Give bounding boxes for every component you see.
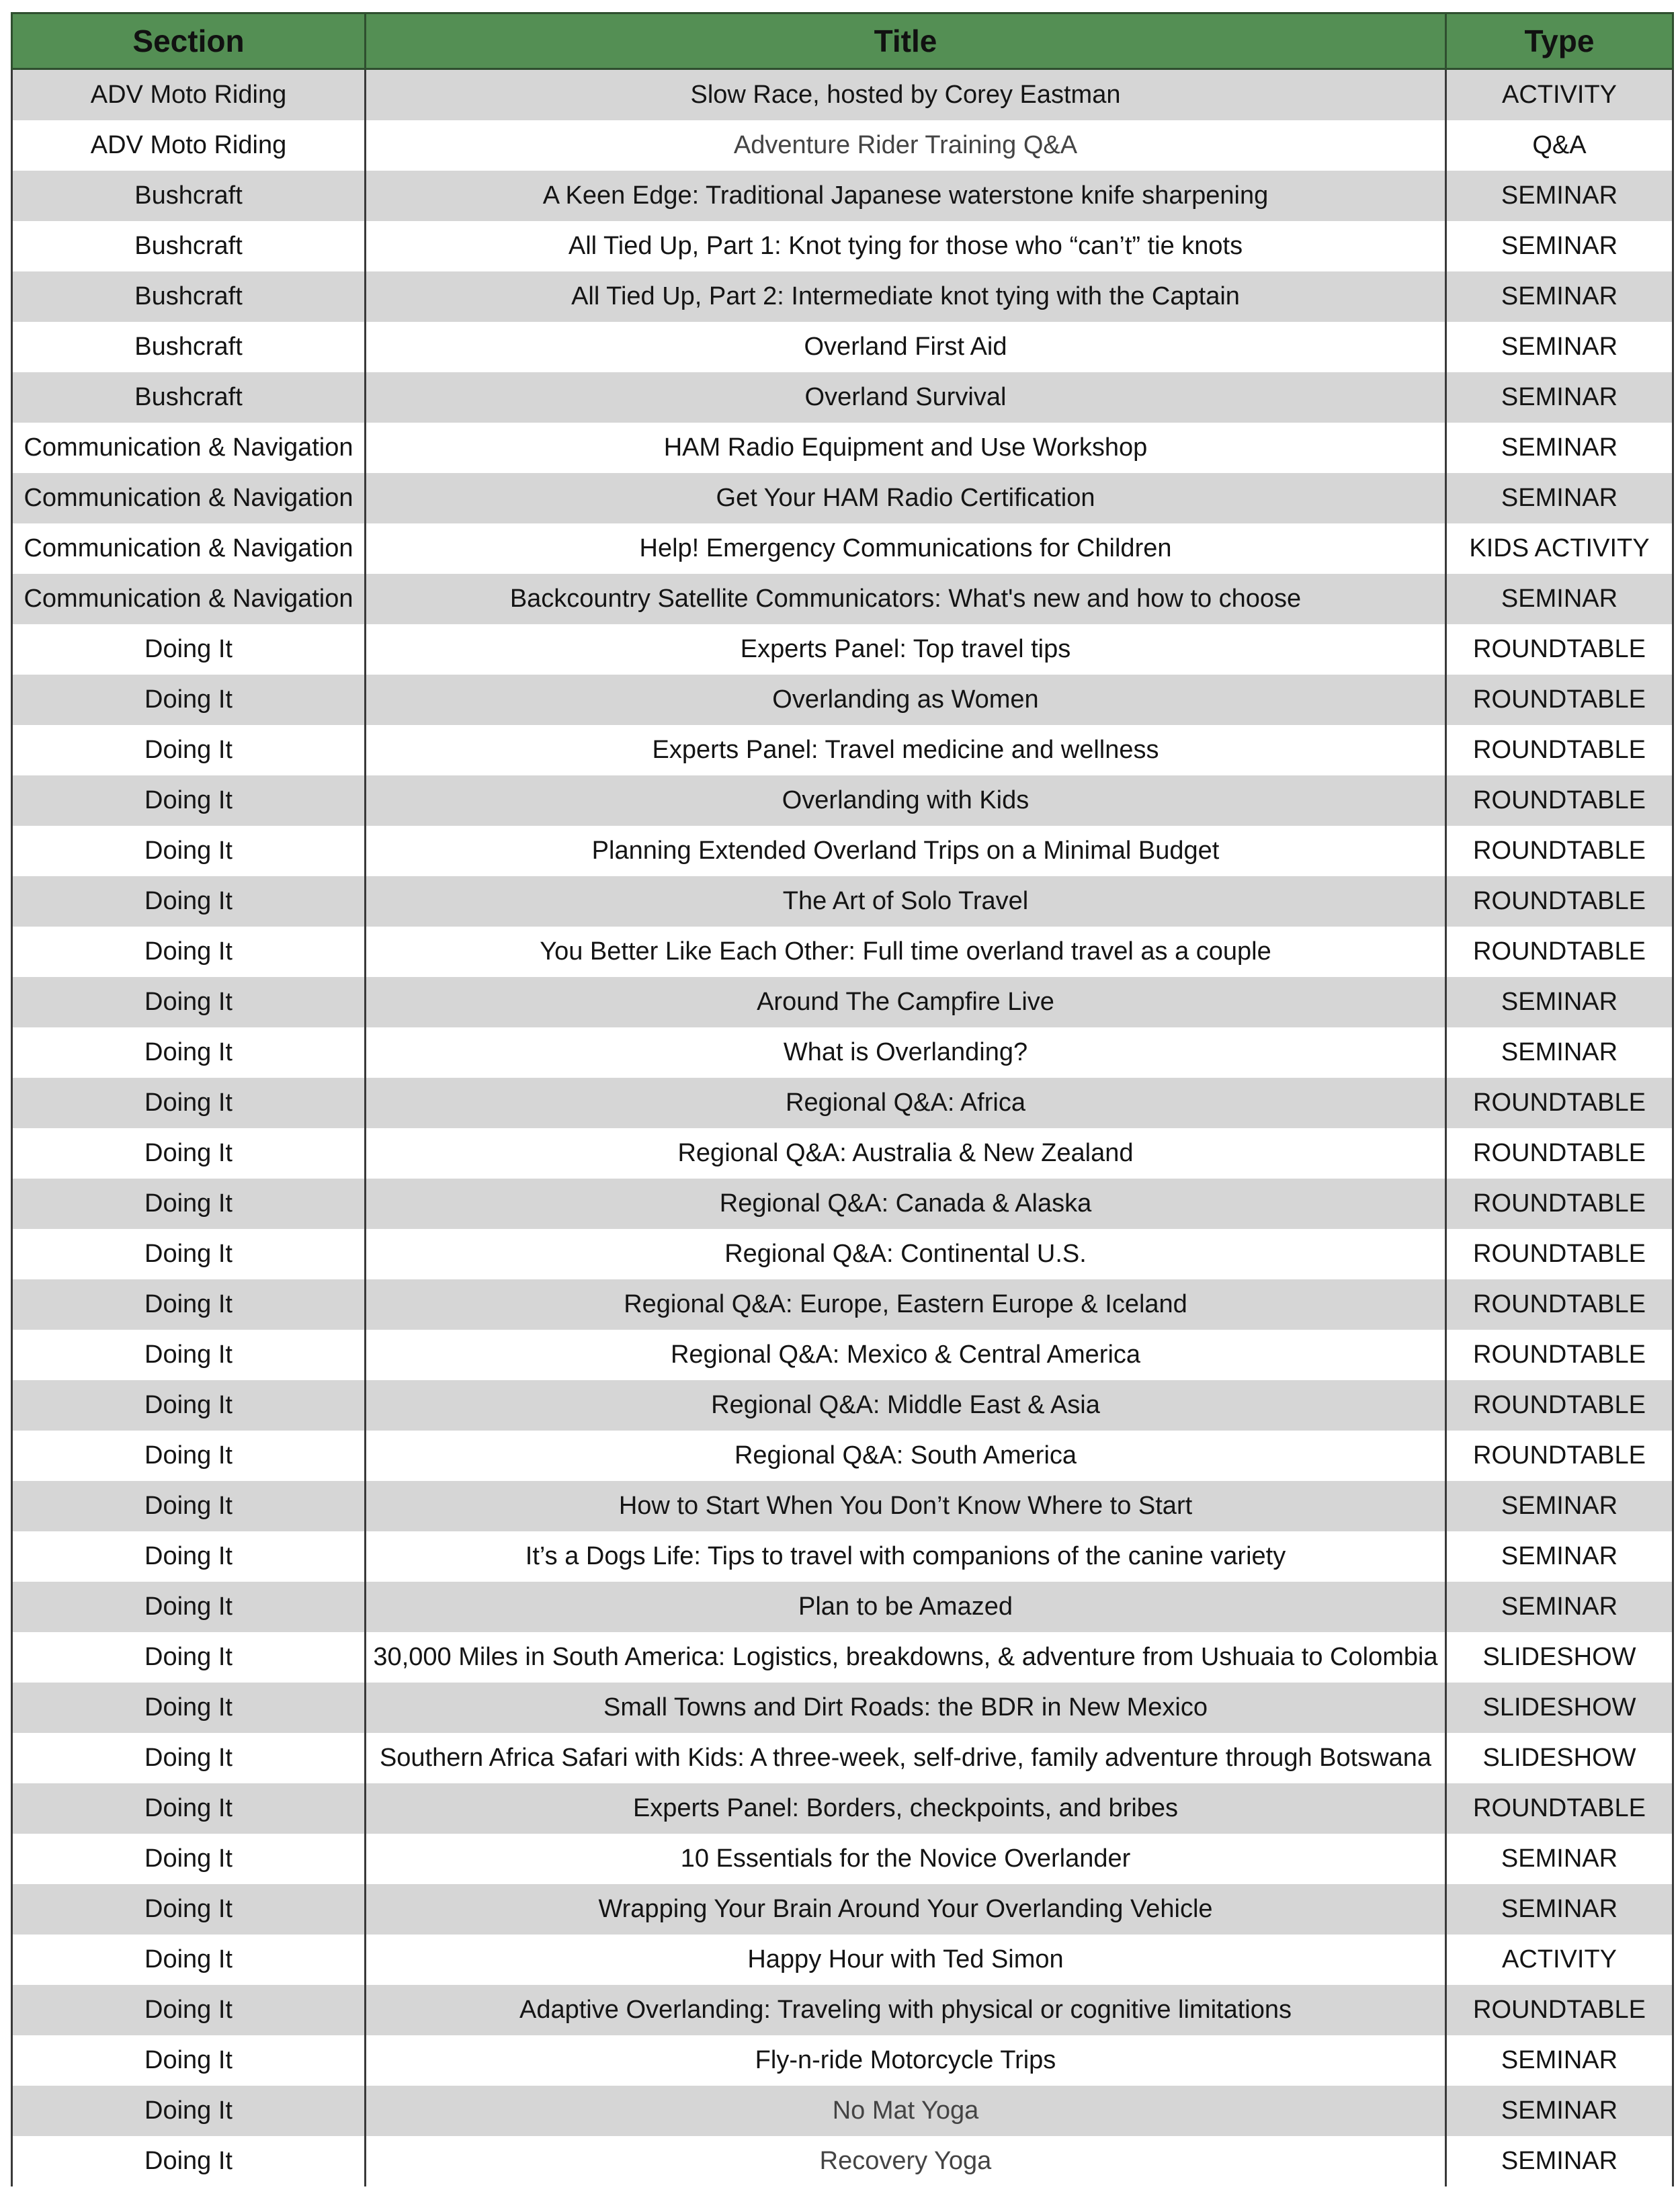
title-cell: 30,000 Miles in South America: Logistics, breakdowns, & adventure from Ushuaia to Colombia bbox=[366, 1632, 1446, 1683]
type-cell: SEMINAR bbox=[1446, 2136, 1673, 2186]
title-cell: Adventure Rider Training Q&A bbox=[366, 120, 1446, 171]
title-cell: Help! Emergency Communications for Children bbox=[366, 523, 1446, 574]
table-row bbox=[12, 675, 1673, 725]
table-row bbox=[12, 1733, 1673, 1783]
type-cell: ROUNDTABLE bbox=[1446, 876, 1673, 927]
section-cell: Doing It bbox=[12, 1179, 366, 1229]
section-cell: Doing It bbox=[12, 2136, 366, 2186]
table-row bbox=[12, 523, 1673, 574]
header-row bbox=[12, 13, 1673, 69]
type-cell: SEMINAR bbox=[1446, 473, 1673, 523]
table-row bbox=[12, 1531, 1673, 1582]
type-cell: SEMINAR bbox=[1446, 322, 1673, 372]
table-row bbox=[12, 927, 1673, 977]
section-cell: Doing It bbox=[12, 826, 366, 876]
type-cell: ROUNDTABLE bbox=[1446, 1783, 1673, 1834]
table-row bbox=[12, 120, 1673, 171]
section-cell: Doing It bbox=[12, 675, 366, 725]
title-cell: Overland Survival bbox=[366, 372, 1446, 423]
table-row bbox=[12, 372, 1673, 423]
title-cell: Southern Africa Safari with Kids: A three-week, self-drive, family adventure through Botswana bbox=[366, 1733, 1446, 1783]
type-cell: ROUNDTABLE bbox=[1446, 1179, 1673, 1229]
section-cell: ADV Moto Riding bbox=[12, 120, 366, 171]
type-cell: ROUNDTABLE bbox=[1446, 1229, 1673, 1279]
column-header-type: Type bbox=[1446, 13, 1673, 69]
table-row bbox=[12, 1683, 1673, 1733]
type-cell: ACTIVITY bbox=[1446, 69, 1673, 121]
title-cell: You Better Like Each Other: Full time overland travel as a couple bbox=[366, 927, 1446, 977]
title-cell: Wrapping Your Brain Around Your Overlanding Vehicle bbox=[366, 1884, 1446, 1935]
title-cell: Happy Hour with Ted Simon bbox=[366, 1935, 1446, 1985]
section-cell: Communication & Navigation bbox=[12, 423, 366, 473]
section-cell: Doing It bbox=[12, 1330, 366, 1380]
title-cell: No Mat Yoga bbox=[366, 2086, 1446, 2136]
type-cell: Q&A bbox=[1446, 120, 1673, 171]
table-row bbox=[12, 1431, 1673, 1481]
type-cell: ROUNDTABLE bbox=[1446, 624, 1673, 675]
section-cell: Communication & Navigation bbox=[12, 473, 366, 523]
type-cell: ROUNDTABLE bbox=[1446, 1985, 1673, 2035]
title-cell: HAM Radio Equipment and Use Workshop bbox=[366, 423, 1446, 473]
table-row bbox=[12, 271, 1673, 322]
type-cell: SEMINAR bbox=[1446, 1582, 1673, 1632]
table-row bbox=[12, 1834, 1673, 1884]
section-cell: Doing It bbox=[12, 775, 366, 826]
section-cell: Doing It bbox=[12, 977, 366, 1027]
section-cell: Doing It bbox=[12, 1683, 366, 1733]
type-cell: SEMINAR bbox=[1446, 2086, 1673, 2136]
type-cell: ROUNDTABLE bbox=[1446, 1380, 1673, 1431]
table-row bbox=[12, 2035, 1673, 2086]
title-cell: Recovery Yoga bbox=[366, 2136, 1446, 2186]
section-cell: Doing It bbox=[12, 1834, 366, 1884]
type-cell: SLIDESHOW bbox=[1446, 1733, 1673, 1783]
title-cell: Regional Q&A: South America bbox=[366, 1431, 1446, 1481]
title-cell: All Tied Up, Part 1: Knot tying for those who “can’t” tie knots bbox=[366, 221, 1446, 271]
section-cell: Communication & Navigation bbox=[12, 574, 366, 624]
section-cell: Doing It bbox=[12, 725, 366, 775]
title-cell: Backcountry Satellite Communicators: What's new and how to choose bbox=[366, 574, 1446, 624]
section-cell: Communication & Navigation bbox=[12, 523, 366, 574]
section-cell: ADV Moto Riding bbox=[12, 69, 366, 121]
title-cell: Fly-n-ride Motorcycle Trips bbox=[366, 2035, 1446, 2086]
title-cell: Overlanding with Kids bbox=[366, 775, 1446, 826]
type-cell: ROUNDTABLE bbox=[1446, 927, 1673, 977]
table-row bbox=[12, 1179, 1673, 1229]
type-cell: SEMINAR bbox=[1446, 1027, 1673, 1078]
title-cell: Adaptive Overlanding: Traveling with physical or cognitive limitations bbox=[366, 1985, 1446, 2035]
section-cell: Doing It bbox=[12, 1380, 366, 1431]
type-cell: ROUNDTABLE bbox=[1446, 1279, 1673, 1330]
section-cell: Doing It bbox=[12, 1078, 366, 1128]
table-header bbox=[12, 13, 1673, 69]
section-cell: Doing It bbox=[12, 1279, 366, 1330]
table-row bbox=[12, 473, 1673, 523]
type-cell: ROUNDTABLE bbox=[1446, 1078, 1673, 1128]
table-row bbox=[12, 1783, 1673, 1834]
table-row bbox=[12, 876, 1673, 927]
column-header-title: Title bbox=[366, 13, 1446, 69]
table-row bbox=[12, 1632, 1673, 1683]
table-row bbox=[12, 1935, 1673, 1985]
title-cell: Regional Q&A: Mexico & Central America bbox=[366, 1330, 1446, 1380]
type-cell: SEMINAR bbox=[1446, 977, 1673, 1027]
section-cell: Doing It bbox=[12, 1431, 366, 1481]
table-row bbox=[12, 2086, 1673, 2136]
table-row bbox=[12, 1985, 1673, 2035]
title-cell: Regional Q&A: Europe, Eastern Europe & Iceland bbox=[366, 1279, 1446, 1330]
table-row bbox=[12, 1884, 1673, 1935]
title-cell: Regional Q&A: Middle East & Asia bbox=[366, 1380, 1446, 1431]
type-cell: ROUNDTABLE bbox=[1446, 775, 1673, 826]
type-cell: ROUNDTABLE bbox=[1446, 1431, 1673, 1481]
title-cell: A Keen Edge: Traditional Japanese waterstone knife sharpening bbox=[366, 171, 1446, 221]
section-cell: Doing It bbox=[12, 624, 366, 675]
title-cell: Overlanding as Women bbox=[366, 675, 1446, 725]
type-cell: ROUNDTABLE bbox=[1446, 675, 1673, 725]
section-cell: Bushcraft bbox=[12, 221, 366, 271]
section-cell: Doing It bbox=[12, 927, 366, 977]
title-cell: Experts Panel: Borders, checkpoints, and bribes bbox=[366, 1783, 1446, 1834]
type-cell: ROUNDTABLE bbox=[1446, 1330, 1673, 1380]
table-body bbox=[12, 69, 1673, 2187]
type-cell: SEMINAR bbox=[1446, 1834, 1673, 1884]
type-cell: SEMINAR bbox=[1446, 171, 1673, 221]
title-cell: It’s a Dogs Life: Tips to travel with companions of the canine variety bbox=[366, 1531, 1446, 1582]
table-row bbox=[12, 725, 1673, 775]
section-cell: Bushcraft bbox=[12, 271, 366, 322]
table-row bbox=[12, 1078, 1673, 1128]
section-cell: Doing It bbox=[12, 1531, 366, 1582]
section-cell: Doing It bbox=[12, 2035, 366, 2086]
table-row bbox=[12, 423, 1673, 473]
type-cell: ROUNDTABLE bbox=[1446, 826, 1673, 876]
section-cell: Bushcraft bbox=[12, 322, 366, 372]
title-cell: Regional Q&A: Continental U.S. bbox=[366, 1229, 1446, 1279]
title-cell: Overland First Aid bbox=[366, 322, 1446, 372]
table-row bbox=[12, 826, 1673, 876]
title-cell: Get Your HAM Radio Certification bbox=[366, 473, 1446, 523]
table-row bbox=[12, 322, 1673, 372]
section-cell: Doing It bbox=[12, 1027, 366, 1078]
section-cell: Doing It bbox=[12, 1985, 366, 2035]
table-row bbox=[12, 574, 1673, 624]
table-row bbox=[12, 1027, 1673, 1078]
table-row bbox=[12, 1582, 1673, 1632]
title-cell: All Tied Up, Part 2: Intermediate knot tying with the Captain bbox=[366, 271, 1446, 322]
section-cell: Doing It bbox=[12, 1481, 366, 1531]
section-cell: Doing It bbox=[12, 1733, 366, 1783]
table-row bbox=[12, 1380, 1673, 1431]
title-cell: Slow Race, hosted by Corey Eastman bbox=[366, 69, 1446, 121]
table-row bbox=[12, 1330, 1673, 1380]
type-cell: KIDS ACTIVITY bbox=[1446, 523, 1673, 574]
table-row bbox=[12, 1229, 1673, 1279]
title-cell: Experts Panel: Travel medicine and wellness bbox=[366, 725, 1446, 775]
title-cell: 10 Essentials for the Novice Overlander bbox=[366, 1834, 1446, 1884]
table-row bbox=[12, 2136, 1673, 2186]
title-cell: How to Start When You Don’t Know Where to Start bbox=[366, 1481, 1446, 1531]
table-row bbox=[12, 171, 1673, 221]
type-cell: ROUNDTABLE bbox=[1446, 1128, 1673, 1179]
type-cell: SEMINAR bbox=[1446, 221, 1673, 271]
title-cell: Small Towns and Dirt Roads: the BDR in New Mexico bbox=[366, 1683, 1446, 1733]
table-row bbox=[12, 1481, 1673, 1531]
table-row bbox=[12, 775, 1673, 826]
type-cell: ACTIVITY bbox=[1446, 1935, 1673, 1985]
type-cell: SEMINAR bbox=[1446, 372, 1673, 423]
table-row bbox=[12, 977, 1673, 1027]
type-cell: SLIDESHOW bbox=[1446, 1683, 1673, 1733]
type-cell: SEMINAR bbox=[1446, 271, 1673, 322]
type-cell: SEMINAR bbox=[1446, 1884, 1673, 1935]
title-cell: Experts Panel: Top travel tips bbox=[366, 624, 1446, 675]
type-cell: SEMINAR bbox=[1446, 423, 1673, 473]
title-cell: Around The Campfire Live bbox=[366, 977, 1446, 1027]
type-cell: SEMINAR bbox=[1446, 574, 1673, 624]
section-cell: Bushcraft bbox=[12, 171, 366, 221]
table-row bbox=[12, 69, 1673, 121]
title-cell: Regional Q&A: Canada & Alaska bbox=[366, 1179, 1446, 1229]
table-row bbox=[12, 221, 1673, 271]
type-cell: SLIDESHOW bbox=[1446, 1632, 1673, 1683]
type-cell: SEMINAR bbox=[1446, 1531, 1673, 1582]
section-cell: Doing It bbox=[12, 1935, 366, 1985]
table-row bbox=[12, 624, 1673, 675]
type-cell: SEMINAR bbox=[1446, 2035, 1673, 2086]
type-cell: ROUNDTABLE bbox=[1446, 725, 1673, 775]
title-cell: What is Overlanding? bbox=[366, 1027, 1446, 1078]
title-cell: Planning Extended Overland Trips on a Minimal Budget bbox=[366, 826, 1446, 876]
title-cell: The Art of Solo Travel bbox=[366, 876, 1446, 927]
section-cell: Doing It bbox=[12, 1229, 366, 1279]
section-cell: Bushcraft bbox=[12, 372, 366, 423]
section-cell: Doing It bbox=[12, 876, 366, 927]
table-row bbox=[12, 1279, 1673, 1330]
table-row bbox=[12, 1128, 1673, 1179]
section-cell: Doing It bbox=[12, 1582, 366, 1632]
section-cell: Doing It bbox=[12, 1884, 366, 1935]
title-cell: Regional Q&A: Australia & New Zealand bbox=[366, 1128, 1446, 1179]
section-cell: Doing It bbox=[12, 2086, 366, 2136]
section-cell: Doing It bbox=[12, 1128, 366, 1179]
section-cell: Doing It bbox=[12, 1783, 366, 1834]
type-cell: SEMINAR bbox=[1446, 1481, 1673, 1531]
title-cell: Plan to be Amazed bbox=[366, 1582, 1446, 1632]
schedule-table bbox=[11, 12, 1674, 2186]
section-cell: Doing It bbox=[12, 1632, 366, 1683]
column-header-section: Section bbox=[12, 13, 366, 69]
title-cell: Regional Q&A: Africa bbox=[366, 1078, 1446, 1128]
